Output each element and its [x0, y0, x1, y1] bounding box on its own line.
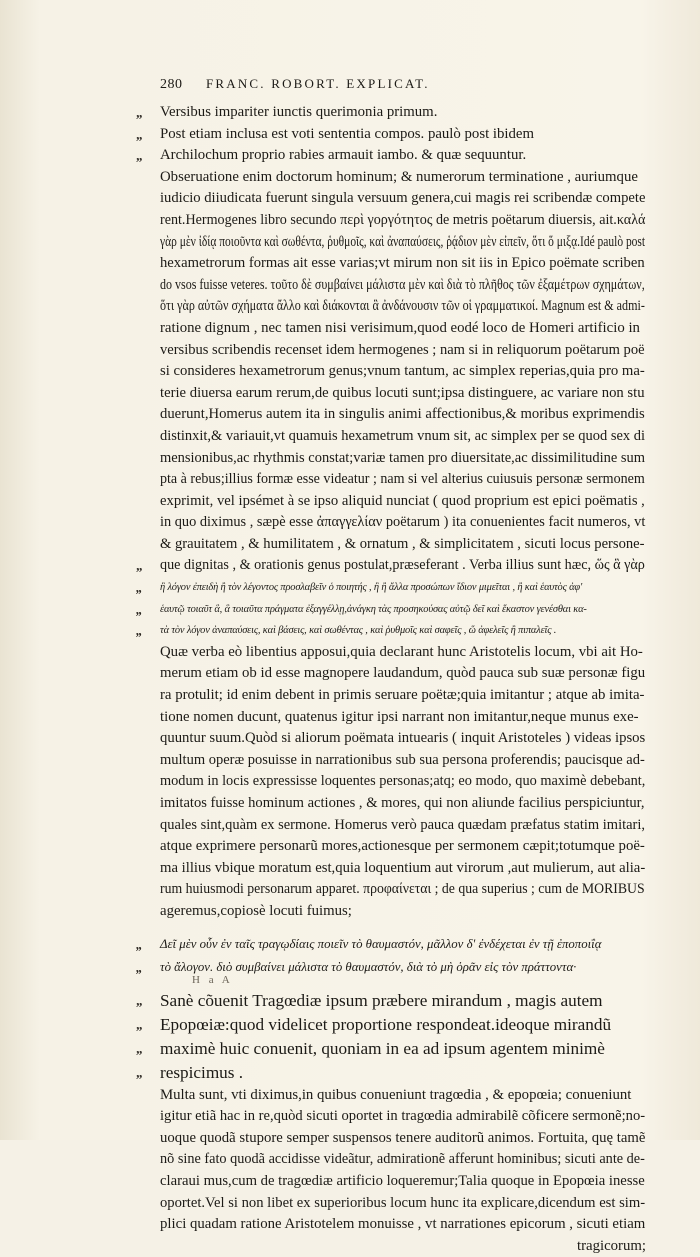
line-text: Multa sunt, vti diximus,in quibus conueniunt tragœdia , & epopœia; conueniunt: [160, 1086, 632, 1103]
line-text: quuntur suum.Quòd si aliorum poëmata intuearis ( inquit Aristoteles ) videas ipsos: [160, 730, 646, 747]
text-line: [140, 728, 650, 750]
line-text: multum operæ posuisse in narrationibus sub sua persona proferendis; paucisque ad-: [160, 751, 645, 768]
line-text: rent.Hermogenes libro secundo περὶ γοργότητος de metris poëtarum diuersis, ait.καλά: [160, 211, 646, 228]
line-text: Δεῖ μὲν οὖν ἐν ταῖς τραγῳδίαις ποιεῖν τὸ θαυμαστόν, μᾶλλον δ' ἐνδέχεται ἐν τῇ ἐποποιΐᾳ: [160, 936, 602, 951]
line-text: si consideres hexametrorum genus;vnum tantum, ac simplex reperias,quia pro ma-: [160, 363, 645, 380]
text-line: [140, 167, 650, 189]
text-line: [140, 858, 650, 880]
line-text: & grauitatem , & humilitatem , & ornatum , & simplicitatem , sicuti locus persone-: [160, 535, 645, 552]
line-text: igitur etiã hac in re,quòd sicuti oportet in tragœdia admirabilẽ cõficere sermonẽ;no-: [160, 1108, 646, 1125]
quotation-mark: „: [136, 992, 142, 1008]
text-line: [140, 1128, 650, 1150]
quotation-mark: „: [136, 126, 142, 142]
text-line: [136, 1037, 650, 1061]
line-text: tione nomen ducunt, quatenus igitur ipsi narrant non imitantur,neque munus exe-: [160, 708, 639, 725]
text-line: [140, 1085, 650, 1107]
running-header: [160, 76, 580, 93]
line-text: distinxit,& variauit,vt quamuis hexametrum vnum sit, ac simplex per se quod sex di: [160, 427, 646, 444]
line-text: hexametrorum formas ait esse varias;vt mirum non sit iis in Epico poëmate scriben: [160, 255, 645, 272]
text-line: [140, 210, 650, 232]
text-line: [140, 685, 650, 707]
text-line: [136, 599, 650, 621]
text-line: [136, 145, 650, 167]
line-text: γὰρ μὲν ἰδίᾳ ποιοῦντα καὶ σωθέντα, ῥυθμοῖς, καὶ ἀναπαύσεις, ῥᾴδιον μὲν εἰπεῖν, ὅτι ὅ μιξᾳ.Idé paulò post: [160, 233, 646, 250]
text-line: [136, 1013, 650, 1037]
line-text: Post etiam inclusa est voti sententia compos. paulò post ibidem: [160, 125, 534, 142]
line-text: τὸ ἄλογον. διὸ συμβαίνει μάλιστα τὸ θαυμαστόν, διὰ τὸ μὴ ὁρᾶν εἰς τὸν πράττοντα·: [160, 959, 577, 974]
line-text: claraui mus,cum de tragœdiæ artificio loqueremur;Talia quoque in Epopœia inesse: [160, 1172, 645, 1189]
text-line: [136, 102, 650, 124]
quotation-mark: „: [136, 558, 142, 574]
text-line: [136, 989, 650, 1013]
text-line: [140, 707, 650, 729]
text-line: [140, 1149, 650, 1171]
line-text: tragicorum;: [576, 1237, 646, 1254]
text-line: [140, 232, 650, 254]
text-line: [140, 361, 650, 383]
text-line: [140, 1236, 650, 1257]
line-text: do vsos fuisse veteres. τοῦτο δὲ συμβαίνει μάλιστα μὲν καὶ διὰ τὸ πλῆθος τῶν ἐξαμέτρων σχημάτων,: [160, 276, 645, 293]
line-text: Sanè cõuenit Tragœdiæ ipsum præbere mirandum , magis autem: [160, 990, 603, 1010]
line-text: Quæ verba eò libentius apposui,quia declarant hunc Aristotelis locum, vbi ait Ho-: [160, 643, 643, 660]
line-text: ra protulit; id enim debent in primis seruare poëtæ;quia imitantur ; atque ab imita-: [160, 687, 645, 704]
text-line: [140, 469, 650, 491]
text-line: [136, 577, 650, 599]
page-number: 280: [160, 77, 183, 92]
text-line: [140, 1106, 650, 1128]
text-line: [140, 836, 650, 858]
quotation-mark: „: [136, 1064, 142, 1080]
signature-mark: H a A: [192, 974, 233, 986]
text-line: [140, 750, 650, 772]
paragraph-gap: [140, 923, 650, 933]
text-line: [140, 448, 650, 470]
text-line: [140, 296, 650, 318]
quotation-mark: „: [136, 1040, 142, 1056]
text-line: [140, 404, 650, 426]
quotation-mark: „: [136, 959, 142, 975]
quotation-mark: „: [136, 148, 142, 164]
line-text: uoque quodã stupore semper suspensos tenere auditorũ animos. Fortuita, quę tamẽ: [160, 1129, 646, 1146]
text-line: [140, 1214, 650, 1236]
line-text: rum huiusmodi personarum apparet. προφαίνεται ; de qua superius ; cum de MORIBUS: [160, 881, 645, 898]
line-text: respicimus .: [160, 1062, 244, 1082]
quotation-mark: „: [136, 580, 142, 596]
line-text: plici quadam ratione Aristotelem monuisse , vt narrationes epicorum , sicuti etiam: [160, 1216, 646, 1233]
line-text: terie diuersa earum rerum,de quibus locuti sunt;ipsa distinguere, ac variare non stu: [160, 384, 645, 401]
text-line: [140, 253, 650, 275]
line-text: Versibus impariter iunctis querimonia primum.: [160, 104, 438, 120]
text-line: [140, 534, 650, 556]
text-line: [140, 901, 650, 923]
line-text: nõ sine fato quodã accidisse videãtur, admirationẽ afferunt hominibus; sicuti ante de-: [160, 1151, 645, 1168]
quotation-mark: „: [136, 623, 142, 639]
quotation-mark: „: [136, 601, 142, 617]
line-text: versibus scribendis recenset idem hermogenes ; nam si in reliquorum poëtarum poë: [160, 341, 645, 358]
body-text: [136, 102, 650, 1257]
text-line: [140, 815, 650, 837]
text-line: [140, 188, 650, 210]
text-line: [136, 620, 650, 642]
line-text: que dignitas , & orationis genus postulat,præseferant . Verba illius sunt hæc, ὥς ἃ γὰρ: [160, 557, 645, 574]
line-text: atque exprimere personarũ mores,actionesque per sermonem cæpit;totumque poë-: [160, 838, 645, 855]
text-line: [136, 555, 650, 577]
quotation-mark: „: [136, 936, 142, 952]
text-line: [140, 512, 650, 534]
line-text: duerunt,Homerus autem ita in singulis animi affectionibus,& moribus exprimendis: [160, 406, 645, 423]
text-line: [140, 1193, 650, 1215]
text-line: [136, 1061, 650, 1085]
quotation-mark: „: [136, 1016, 142, 1032]
text-line: [136, 933, 650, 956]
line-text: imitatos fuisse hominum actiones , & mores, qui non aliunde facilius perspiciuntur,: [160, 795, 645, 811]
line-text: iudicio diiudicata fuerunt singula versuum genera,cui magis rei scribendæ compete: [160, 190, 646, 207]
text-line: [140, 642, 650, 664]
line-text: in quo diximus , sæpè esse ἀπαγγελίαν poëtarum ) ita conuenientes facit numeros, vt: [160, 514, 646, 531]
text-line: [140, 383, 650, 405]
line-text: quales sint,quàm ex sermone. Homerus verò pauca quædam præfatus statim imitari,: [160, 816, 645, 833]
quotation-mark: „: [136, 105, 142, 120]
line-text: oportet.Vel si non libet ex superioribus locum hunc ita explicare,dicendum est sim-: [160, 1194, 646, 1211]
text-line: [140, 275, 650, 297]
text-line: [140, 340, 650, 362]
text-line: [140, 491, 650, 513]
line-text: pta à rebus;illius formæ esse videatur ; nam si vel alterius cuiusuis personæ sermonem: [160, 471, 645, 488]
line-text: ageremus,copiosè locuti fuimus;: [160, 902, 352, 919]
text-line: [140, 663, 650, 685]
line-text: mensionibus,ac rhythmis constat;variæ tamen pro diuersitate,ac dissimilitudine sum: [160, 449, 646, 466]
line-text: modum in locis expressisse loquentes personas;atq; eo modo, quo maximè debebant,: [160, 773, 646, 790]
line-text: τὰ τὸν λόγον ἀναπαύσεις, καὶ βάσεις, καὶ σωθέντας , καὶ ῥυθμοῖς καὶ σαφεῖς , ὥ ἀφελεῖς ἢ πιπαλεῖς .: [160, 625, 557, 637]
line-text: exprimit, vel ipsémet à se ipso aliquid nunciat ( quod proprium est epici poëmatis ,: [160, 492, 645, 509]
running-head-title: FRANC. ROBORT. EXPLICAT.: [205, 76, 430, 91]
line-text: ratione dignum , nec tamen nisi verisimum,quod eodé loco de Homeri artificio in: [160, 319, 640, 336]
line-text: Obseruatione enim doctorum hominum; & numerorum terminatione , auriumque: [160, 168, 638, 185]
line-text: ἢ λόγον ἐπειδὴ ἢ τὸν λέγοντος προσλαβεῖν ὁ ποιητής , ἢ ἢ ἄλλα προσώπων ἴδιον μιμεῖται , ἢ καὶ ἑαυτὸς ἀφ': [160, 582, 583, 594]
text-line: [140, 1171, 650, 1193]
text-line: [140, 426, 650, 448]
line-text: merum etiam ob id esse magnopere laudandum, quòd pauca sub suæ personæ figu: [160, 665, 646, 682]
text-line: [136, 124, 650, 146]
text-line: [140, 318, 650, 340]
text-line: [140, 879, 650, 901]
line-text: ἑαυτῷ τοιαῦτ ἃ, ἃ τοιαῦτα πράγματα ἐξαγγέλλῃ,ἀνάγκη τὰς προσηκούσας αὐτῷ δεῖ καὶ ἕκαστον γενέσθαι κα-: [160, 603, 587, 615]
text-line: [140, 793, 650, 815]
line-text: Archilochum proprio rabies armauit iambo. & quæ sequuntur.: [160, 147, 527, 164]
text-line: [140, 771, 650, 793]
line-text: maximè huic conuenit, quoniam in ea ad ipsum agentem minimè: [160, 1038, 605, 1058]
line-text: ma illius vbique moratum est,quia loquentium aut virorum ,aut mulierum, aut alia-: [160, 859, 646, 876]
line-text: Epopœiæ:quod videlicet proportione respondeat.ideoque mirandũ: [160, 1014, 612, 1034]
line-text: ὅτι γὰρ αὐτῶν σχήματα ἄλλο καὶ διάκονται ἃ ἀνδάνουσιν τῶν οἱ γραμματικοί. Magnum est & admi-: [160, 298, 645, 315]
